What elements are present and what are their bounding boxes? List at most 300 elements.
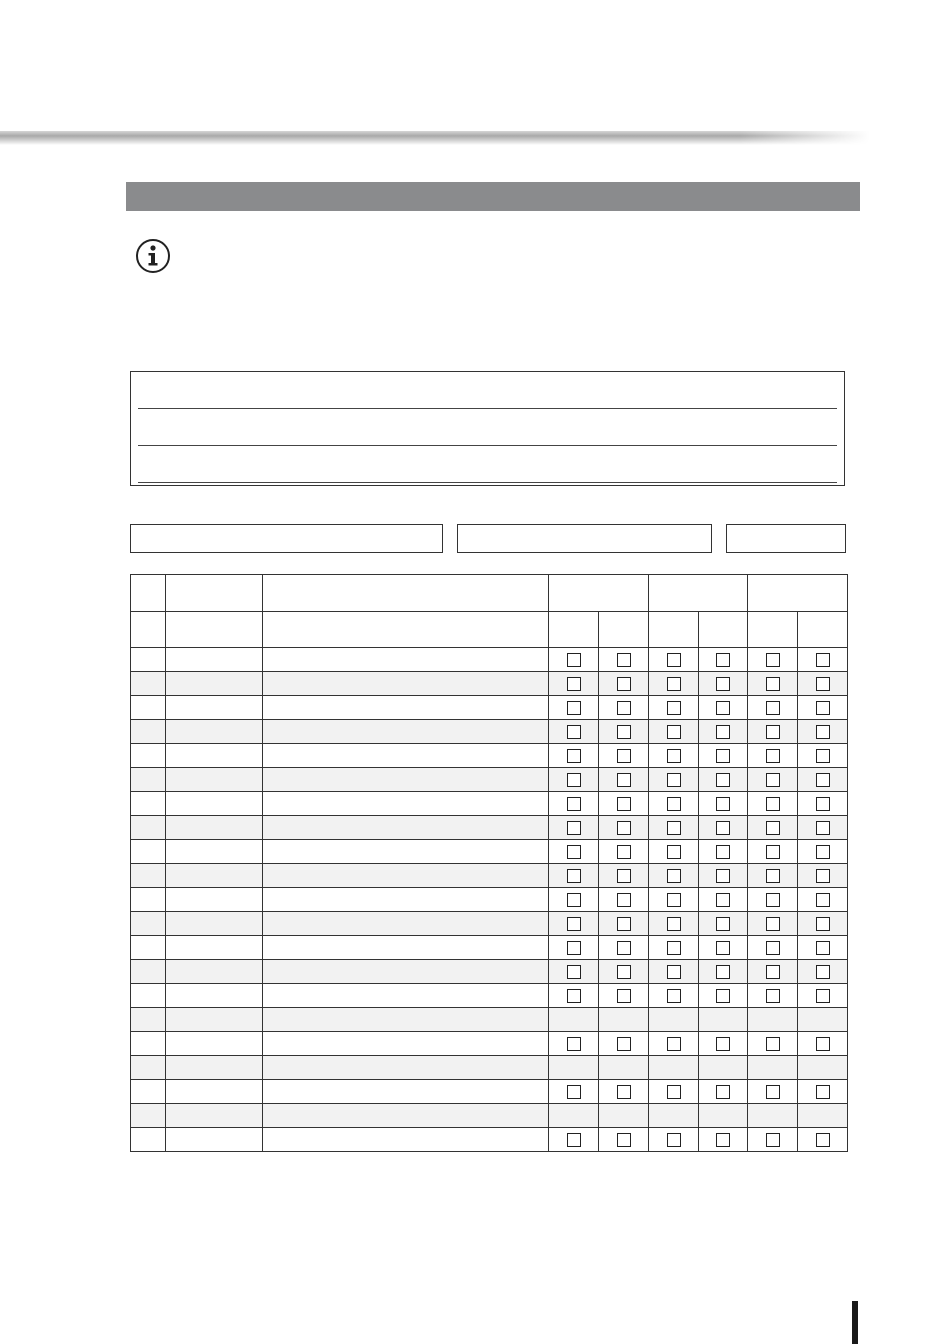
table-row bbox=[131, 984, 848, 1008]
row-check-cell bbox=[798, 672, 848, 696]
row-check-cell bbox=[798, 984, 848, 1008]
row-no-cell bbox=[131, 744, 166, 768]
row-check-cell bbox=[748, 864, 798, 888]
header-cell bbox=[166, 575, 263, 612]
row-code-cell bbox=[166, 696, 263, 720]
row-check-cell bbox=[748, 840, 798, 864]
checkbox[interactable] bbox=[766, 869, 780, 883]
row-desc-cell bbox=[263, 1032, 549, 1056]
row-check-cell bbox=[748, 1032, 798, 1056]
row-check-cell bbox=[549, 792, 599, 816]
row-check-cell bbox=[649, 1032, 699, 1056]
notes-line[interactable] bbox=[138, 445, 837, 446]
row-check-cell bbox=[549, 1128, 599, 1152]
row-check-cell bbox=[549, 1080, 599, 1104]
checkbox[interactable] bbox=[816, 869, 830, 883]
row-no-cell bbox=[131, 864, 166, 888]
row-check-cell bbox=[649, 936, 699, 960]
notes-line[interactable] bbox=[138, 408, 837, 409]
info-icon bbox=[135, 238, 171, 274]
row-check-cell bbox=[549, 936, 599, 960]
checkbox[interactable] bbox=[667, 1133, 681, 1147]
row-code-cell bbox=[166, 960, 263, 984]
row-code-cell bbox=[166, 792, 263, 816]
row-code-cell bbox=[166, 1008, 263, 1032]
checkbox[interactable] bbox=[716, 653, 730, 667]
row-check-cell bbox=[699, 1008, 748, 1032]
checkbox[interactable] bbox=[567, 1037, 581, 1051]
row-check-cell bbox=[599, 888, 649, 912]
checkbox[interactable] bbox=[766, 797, 780, 811]
row-check-cell bbox=[699, 960, 748, 984]
row-check-cell bbox=[599, 984, 649, 1008]
checkbox[interactable] bbox=[816, 1037, 830, 1051]
checkbox[interactable] bbox=[567, 845, 581, 859]
row-check-cell bbox=[549, 1032, 599, 1056]
checkbox[interactable] bbox=[567, 749, 581, 763]
checkbox[interactable] bbox=[716, 893, 730, 907]
checkbox[interactable] bbox=[667, 677, 681, 691]
row-check-cell bbox=[748, 672, 798, 696]
row-check-cell bbox=[599, 1080, 649, 1104]
checkbox[interactable] bbox=[766, 653, 780, 667]
row-check-cell bbox=[649, 792, 699, 816]
checkbox[interactable] bbox=[816, 1133, 830, 1147]
subheader-cell bbox=[549, 612, 599, 648]
row-check-cell bbox=[649, 840, 699, 864]
table-row bbox=[131, 1056, 848, 1080]
top-shadow-band bbox=[0, 131, 870, 145]
subheader-cell bbox=[131, 612, 166, 648]
checkbox[interactable] bbox=[617, 701, 631, 715]
checkbox[interactable] bbox=[617, 989, 631, 1003]
row-check-cell bbox=[798, 648, 848, 672]
table-row bbox=[131, 816, 848, 840]
row-check-cell bbox=[798, 912, 848, 936]
checkbox[interactable] bbox=[667, 1037, 681, 1051]
row-check-cell bbox=[748, 768, 798, 792]
checkbox[interactable] bbox=[567, 989, 581, 1003]
row-check-cell bbox=[748, 1080, 798, 1104]
checkbox[interactable] bbox=[766, 1133, 780, 1147]
form-field-2[interactable] bbox=[457, 524, 712, 553]
checkbox[interactable] bbox=[766, 773, 780, 787]
row-no-cell bbox=[131, 720, 166, 744]
checkbox[interactable] bbox=[766, 1037, 780, 1051]
checkbox[interactable] bbox=[667, 989, 681, 1003]
checkbox[interactable] bbox=[766, 749, 780, 763]
checkbox[interactable] bbox=[667, 845, 681, 859]
checkbox[interactable] bbox=[716, 869, 730, 883]
table-row bbox=[131, 936, 848, 960]
checkbox[interactable] bbox=[667, 797, 681, 811]
checkbox[interactable] bbox=[617, 725, 631, 739]
row-check-cell bbox=[699, 672, 748, 696]
checkbox[interactable] bbox=[716, 989, 730, 1003]
table-row bbox=[131, 696, 848, 720]
table-row bbox=[131, 768, 848, 792]
row-code-cell bbox=[166, 984, 263, 1008]
row-check-cell bbox=[748, 984, 798, 1008]
row-check-cell bbox=[699, 840, 748, 864]
row-code-cell bbox=[166, 864, 263, 888]
table-row bbox=[131, 792, 848, 816]
row-check-cell bbox=[798, 1008, 848, 1032]
checkbox[interactable] bbox=[667, 773, 681, 787]
row-no-cell bbox=[131, 1080, 166, 1104]
row-check-cell bbox=[549, 888, 599, 912]
row-check-cell bbox=[549, 912, 599, 936]
row-check-cell bbox=[748, 1008, 798, 1032]
checkbox[interactable] bbox=[766, 845, 780, 859]
checkbox[interactable] bbox=[716, 677, 730, 691]
checkbox[interactable] bbox=[766, 941, 780, 955]
row-check-cell bbox=[748, 936, 798, 960]
row-check-cell bbox=[599, 696, 649, 720]
row-desc-cell bbox=[263, 696, 549, 720]
checkbox[interactable] bbox=[617, 677, 631, 691]
row-check-cell bbox=[798, 1056, 848, 1080]
checkbox[interactable] bbox=[716, 1085, 730, 1099]
row-check-cell bbox=[699, 888, 748, 912]
notes-box bbox=[130, 371, 845, 486]
row-no-cell bbox=[131, 648, 166, 672]
row-code-cell bbox=[166, 768, 263, 792]
checkbox[interactable] bbox=[617, 965, 631, 979]
row-check-cell bbox=[649, 744, 699, 768]
row-desc-cell bbox=[263, 672, 549, 696]
row-code-cell bbox=[166, 1056, 263, 1080]
checkbox[interactable] bbox=[667, 965, 681, 979]
header-cell bbox=[748, 575, 848, 612]
row-check-cell bbox=[748, 1128, 798, 1152]
checkbox[interactable] bbox=[716, 1037, 730, 1051]
checkbox[interactable] bbox=[816, 797, 830, 811]
row-desc-cell bbox=[263, 864, 549, 888]
row-check-cell bbox=[599, 936, 649, 960]
checkbox[interactable] bbox=[617, 653, 631, 667]
checkbox[interactable] bbox=[567, 653, 581, 667]
checkbox[interactable] bbox=[667, 941, 681, 955]
checkbox[interactable] bbox=[766, 725, 780, 739]
checkbox[interactable] bbox=[667, 701, 681, 715]
row-check-cell bbox=[549, 984, 599, 1008]
row-no-cell bbox=[131, 768, 166, 792]
row-check-cell bbox=[599, 720, 649, 744]
row-check-cell bbox=[599, 792, 649, 816]
row-check-cell bbox=[649, 672, 699, 696]
row-desc-cell bbox=[263, 912, 549, 936]
row-code-cell bbox=[166, 720, 263, 744]
row-check-cell bbox=[699, 1128, 748, 1152]
form-field-1[interactable] bbox=[130, 524, 443, 553]
row-desc-cell bbox=[263, 1128, 549, 1152]
row-check-cell bbox=[748, 792, 798, 816]
checkbox[interactable] bbox=[567, 797, 581, 811]
row-no-cell bbox=[131, 816, 166, 840]
checkbox[interactable] bbox=[567, 677, 581, 691]
table-row bbox=[131, 1008, 848, 1032]
row-desc-cell bbox=[263, 792, 549, 816]
notes-line[interactable] bbox=[138, 482, 837, 483]
row-code-cell bbox=[166, 648, 263, 672]
checkbox[interactable] bbox=[667, 749, 681, 763]
row-check-cell bbox=[699, 1104, 748, 1128]
row-no-cell bbox=[131, 1032, 166, 1056]
row-check-cell bbox=[699, 720, 748, 744]
table-row bbox=[131, 1128, 848, 1152]
row-check-cell bbox=[649, 816, 699, 840]
row-check-cell bbox=[748, 816, 798, 840]
checkbox[interactable] bbox=[816, 845, 830, 859]
checkbox[interactable] bbox=[667, 893, 681, 907]
checkbox[interactable] bbox=[567, 821, 581, 835]
table-row bbox=[131, 720, 848, 744]
subheader-cell bbox=[748, 612, 798, 648]
checkbox[interactable] bbox=[816, 989, 830, 1003]
checkbox[interactable] bbox=[816, 725, 830, 739]
checkbox[interactable] bbox=[667, 821, 681, 835]
table-row bbox=[131, 1032, 848, 1056]
row-code-cell bbox=[166, 744, 263, 768]
checkbox[interactable] bbox=[617, 749, 631, 763]
row-check-cell bbox=[549, 648, 599, 672]
row-check-cell bbox=[699, 984, 748, 1008]
checkbox[interactable] bbox=[667, 725, 681, 739]
checkbox[interactable] bbox=[816, 1085, 830, 1099]
checkbox[interactable] bbox=[716, 701, 730, 715]
checkbox[interactable] bbox=[617, 893, 631, 907]
row-check-cell bbox=[549, 1056, 599, 1080]
row-check-cell bbox=[748, 1056, 798, 1080]
row-check-cell bbox=[699, 696, 748, 720]
row-check-cell bbox=[599, 864, 649, 888]
row-check-cell bbox=[549, 840, 599, 864]
row-check-cell bbox=[699, 912, 748, 936]
checkbox[interactable] bbox=[617, 917, 631, 931]
checkbox[interactable] bbox=[567, 1133, 581, 1147]
row-code-cell bbox=[166, 1080, 263, 1104]
checkbox[interactable] bbox=[716, 1133, 730, 1147]
checkbox[interactable] bbox=[617, 941, 631, 955]
checkbox[interactable] bbox=[567, 917, 581, 931]
checkbox[interactable] bbox=[617, 1133, 631, 1147]
checkbox[interactable] bbox=[766, 989, 780, 1003]
row-check-cell bbox=[699, 1080, 748, 1104]
row-check-cell bbox=[748, 1104, 798, 1128]
row-check-cell bbox=[599, 648, 649, 672]
row-code-cell bbox=[166, 672, 263, 696]
checkbox[interactable] bbox=[667, 869, 681, 883]
row-check-cell bbox=[798, 744, 848, 768]
checkbox[interactable] bbox=[816, 653, 830, 667]
checkbox[interactable] bbox=[617, 797, 631, 811]
row-check-cell bbox=[798, 936, 848, 960]
checkbox[interactable] bbox=[567, 869, 581, 883]
row-no-cell bbox=[131, 792, 166, 816]
row-desc-cell bbox=[263, 744, 549, 768]
checkbox[interactable] bbox=[716, 821, 730, 835]
row-check-cell bbox=[549, 1104, 599, 1128]
row-code-cell bbox=[166, 936, 263, 960]
checkbox[interactable] bbox=[617, 773, 631, 787]
subheader-cell bbox=[263, 612, 549, 648]
checkbox[interactable] bbox=[766, 821, 780, 835]
checkbox[interactable] bbox=[667, 653, 681, 667]
row-code-cell bbox=[166, 888, 263, 912]
row-check-cell bbox=[599, 1104, 649, 1128]
row-check-cell bbox=[798, 864, 848, 888]
row-check-cell bbox=[599, 960, 649, 984]
checkbox[interactable] bbox=[567, 1085, 581, 1099]
row-check-cell bbox=[649, 960, 699, 984]
row-check-cell bbox=[549, 1008, 599, 1032]
checkbox[interactable] bbox=[617, 821, 631, 835]
checkbox[interactable] bbox=[766, 965, 780, 979]
row-check-cell bbox=[649, 912, 699, 936]
checkbox[interactable] bbox=[567, 701, 581, 715]
table-header-row bbox=[131, 575, 848, 612]
checkbox[interactable] bbox=[716, 749, 730, 763]
checkbox[interactable] bbox=[617, 845, 631, 859]
row-check-cell bbox=[798, 720, 848, 744]
row-check-cell bbox=[699, 864, 748, 888]
row-no-cell bbox=[131, 696, 166, 720]
checkbox[interactable] bbox=[667, 917, 681, 931]
checkbox[interactable] bbox=[716, 797, 730, 811]
header-cell bbox=[263, 575, 549, 612]
form-field-3[interactable] bbox=[726, 524, 846, 553]
row-desc-cell bbox=[263, 936, 549, 960]
checkbox[interactable] bbox=[716, 965, 730, 979]
row-desc-cell bbox=[263, 1008, 549, 1032]
subheader-cell bbox=[798, 612, 848, 648]
checkbox[interactable] bbox=[816, 677, 830, 691]
row-check-cell bbox=[798, 768, 848, 792]
row-check-cell bbox=[649, 648, 699, 672]
row-check-cell bbox=[699, 816, 748, 840]
row-check-cell bbox=[649, 1080, 699, 1104]
subheader-cell bbox=[166, 612, 263, 648]
row-check-cell bbox=[748, 720, 798, 744]
row-no-cell bbox=[131, 1128, 166, 1152]
checkbox[interactable] bbox=[567, 725, 581, 739]
row-check-cell bbox=[649, 984, 699, 1008]
checkbox[interactable] bbox=[617, 1085, 631, 1099]
header-cell bbox=[131, 575, 166, 612]
row-check-cell bbox=[699, 648, 748, 672]
row-check-cell bbox=[549, 864, 599, 888]
row-check-cell bbox=[649, 1104, 699, 1128]
checkbox[interactable] bbox=[716, 725, 730, 739]
table-row bbox=[131, 744, 848, 768]
row-check-cell bbox=[748, 648, 798, 672]
checkbox[interactable] bbox=[816, 941, 830, 955]
row-desc-cell bbox=[263, 720, 549, 744]
row-check-cell bbox=[599, 1032, 649, 1056]
row-desc-cell bbox=[263, 1104, 549, 1128]
checkbox[interactable] bbox=[816, 749, 830, 763]
row-check-cell bbox=[699, 792, 748, 816]
row-check-cell bbox=[549, 672, 599, 696]
checkbox[interactable] bbox=[567, 893, 581, 907]
row-check-cell bbox=[649, 768, 699, 792]
row-check-cell bbox=[699, 1056, 748, 1080]
checkbox[interactable] bbox=[567, 941, 581, 955]
checkbox[interactable] bbox=[617, 869, 631, 883]
table-row bbox=[131, 912, 848, 936]
checkbox[interactable] bbox=[766, 701, 780, 715]
subheader-cell bbox=[599, 612, 649, 648]
row-check-cell bbox=[599, 816, 649, 840]
checkbox[interactable] bbox=[816, 917, 830, 931]
row-check-cell bbox=[549, 744, 599, 768]
row-no-cell bbox=[131, 672, 166, 696]
row-check-cell bbox=[649, 888, 699, 912]
row-check-cell bbox=[649, 864, 699, 888]
row-check-cell bbox=[798, 1080, 848, 1104]
row-check-cell bbox=[649, 1008, 699, 1032]
checkbox[interactable] bbox=[766, 677, 780, 691]
row-check-cell bbox=[798, 1032, 848, 1056]
row-desc-cell bbox=[263, 960, 549, 984]
row-check-cell bbox=[699, 1032, 748, 1056]
checkbox[interactable] bbox=[816, 893, 830, 907]
checkbox[interactable] bbox=[567, 773, 581, 787]
row-check-cell bbox=[599, 912, 649, 936]
row-no-cell bbox=[131, 960, 166, 984]
row-desc-cell bbox=[263, 648, 549, 672]
checkbox[interactable] bbox=[766, 1085, 780, 1099]
row-check-cell bbox=[699, 744, 748, 768]
checkbox[interactable] bbox=[716, 773, 730, 787]
row-check-cell bbox=[748, 888, 798, 912]
row-code-cell bbox=[166, 912, 263, 936]
table-row bbox=[131, 864, 848, 888]
row-desc-cell bbox=[263, 1080, 549, 1104]
row-check-cell bbox=[599, 672, 649, 696]
row-no-cell bbox=[131, 1104, 166, 1128]
checkbox[interactable] bbox=[766, 917, 780, 931]
row-check-cell bbox=[599, 1008, 649, 1032]
checkbox[interactable] bbox=[816, 701, 830, 715]
row-check-cell bbox=[649, 1056, 699, 1080]
row-check-cell bbox=[748, 696, 798, 720]
checkbox[interactable] bbox=[716, 941, 730, 955]
checkbox[interactable] bbox=[766, 893, 780, 907]
checkbox[interactable] bbox=[567, 965, 581, 979]
row-code-cell bbox=[166, 1104, 263, 1128]
row-check-cell bbox=[798, 840, 848, 864]
row-check-cell bbox=[549, 696, 599, 720]
section-header-bar bbox=[126, 182, 860, 211]
checkbox[interactable] bbox=[816, 965, 830, 979]
checkbox[interactable] bbox=[716, 845, 730, 859]
row-no-cell bbox=[131, 912, 166, 936]
checkbox[interactable] bbox=[716, 917, 730, 931]
checkbox[interactable] bbox=[617, 1037, 631, 1051]
row-check-cell bbox=[748, 912, 798, 936]
row-check-cell bbox=[649, 696, 699, 720]
checkbox[interactable] bbox=[816, 821, 830, 835]
row-check-cell bbox=[649, 720, 699, 744]
checkbox[interactable] bbox=[667, 1085, 681, 1099]
table-subheader-row bbox=[131, 612, 848, 648]
checkbox[interactable] bbox=[816, 773, 830, 787]
row-check-cell bbox=[599, 744, 649, 768]
row-code-cell bbox=[166, 816, 263, 840]
row-check-cell bbox=[798, 816, 848, 840]
